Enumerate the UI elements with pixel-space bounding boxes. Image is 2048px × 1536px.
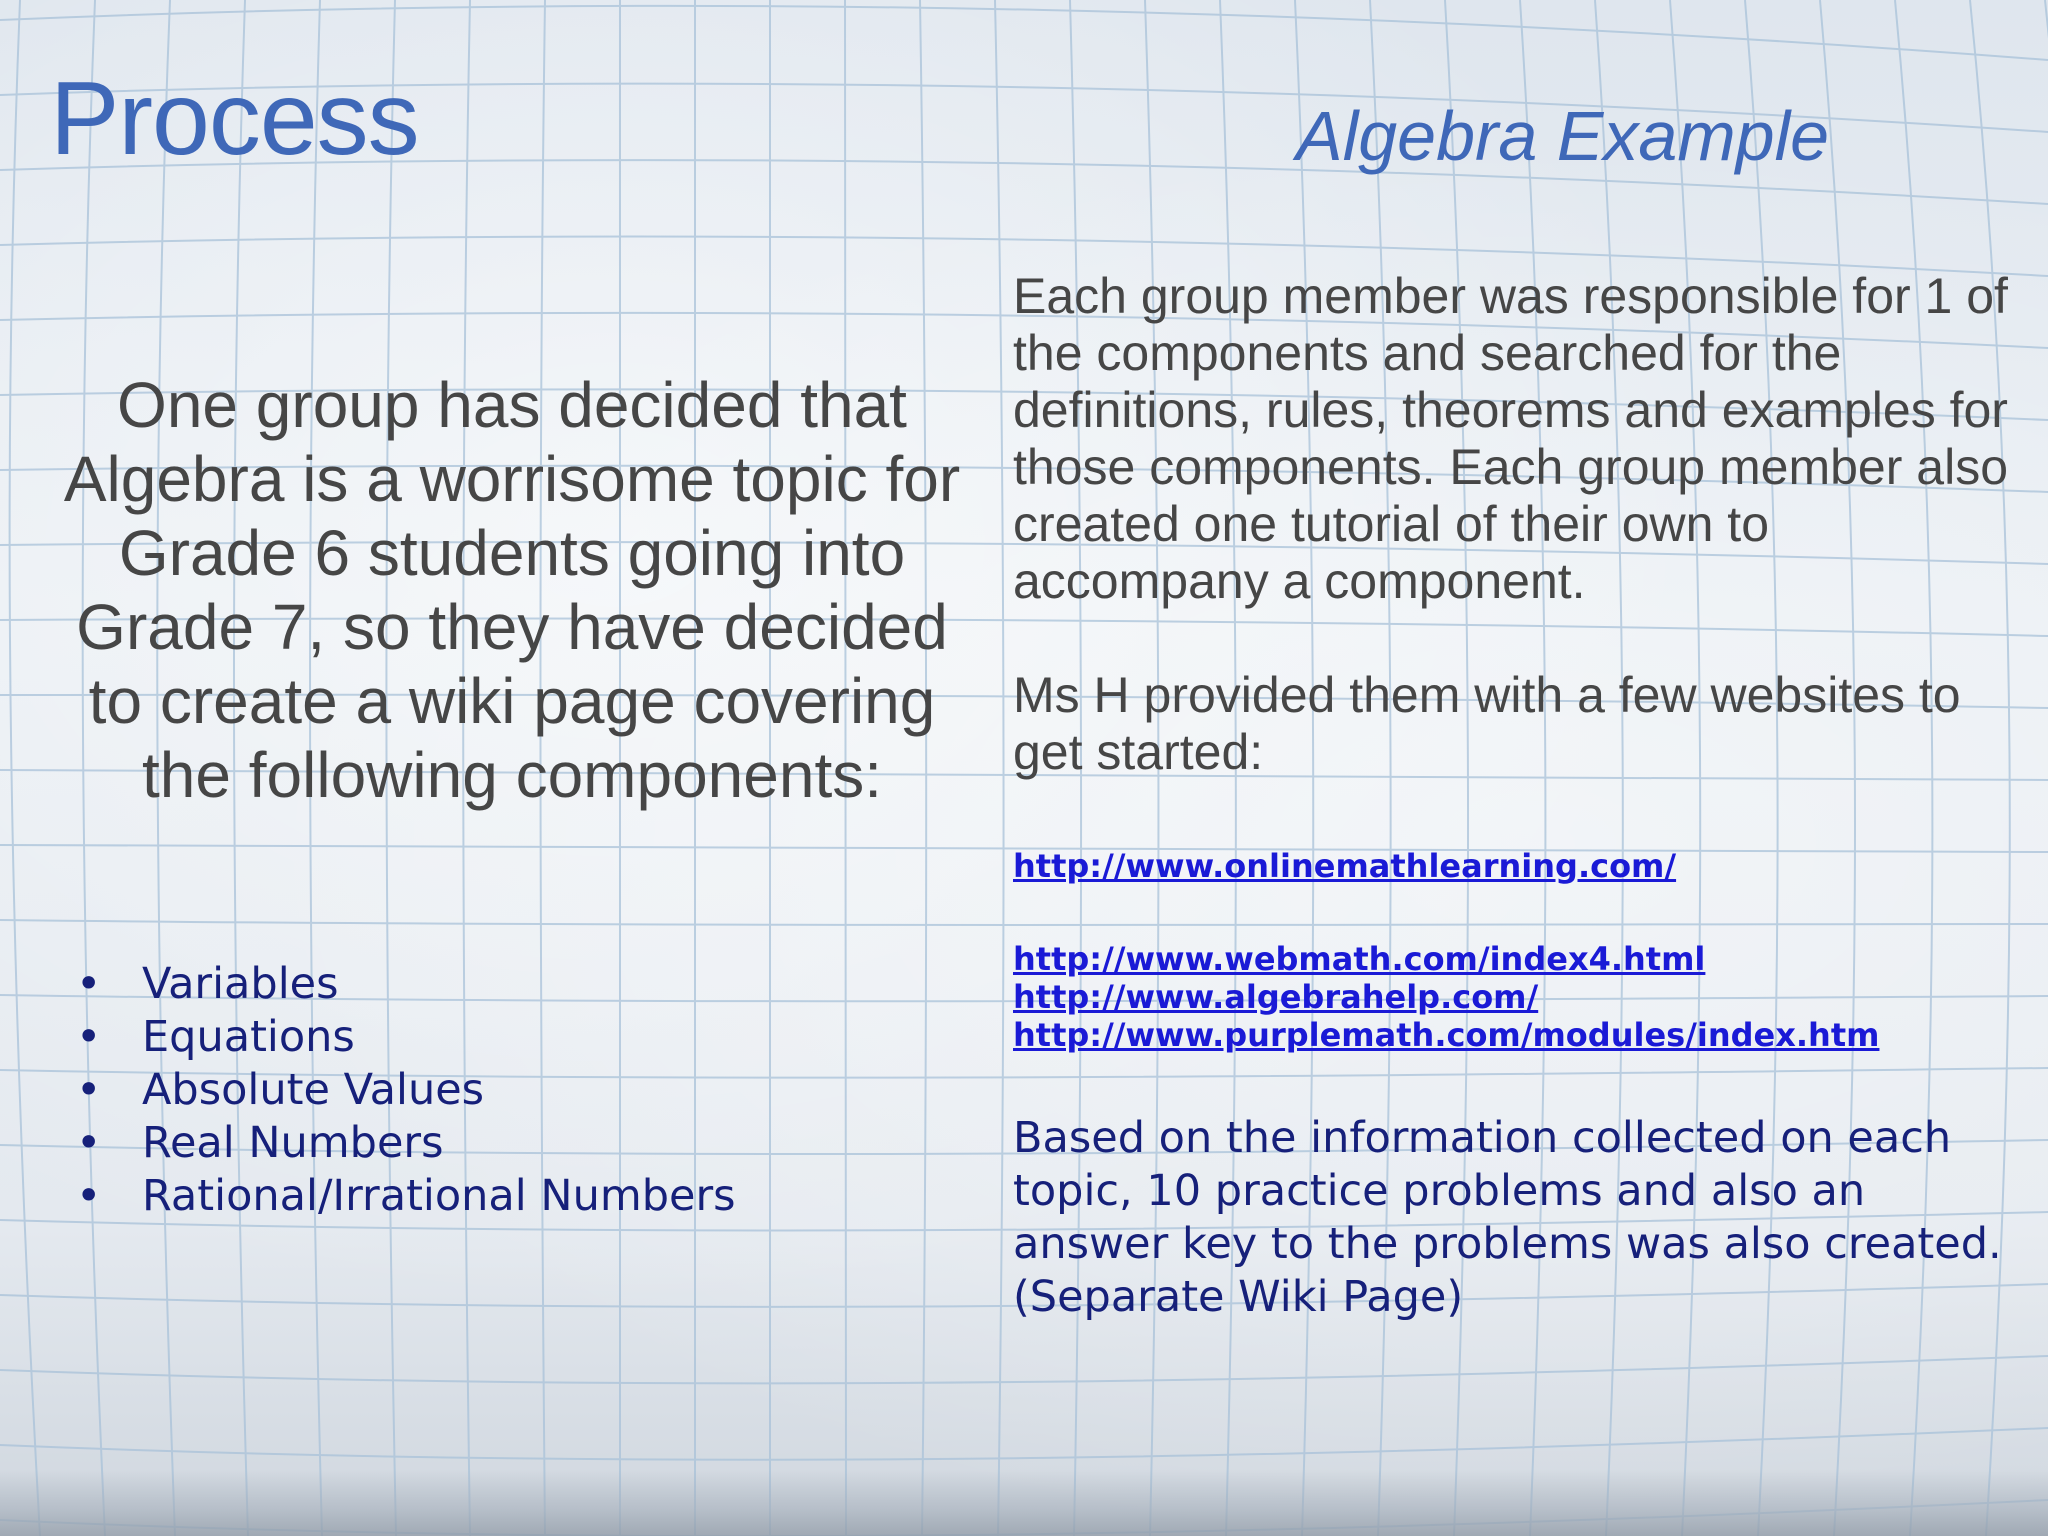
page-curl-shadow bbox=[0, 1470, 2048, 1536]
component-label: Variables bbox=[142, 959, 339, 1009]
link-webmath[interactable]: http://www.webmath.com/index4.html bbox=[1013, 940, 1706, 978]
components-list bbox=[70, 958, 736, 1223]
list-item bbox=[1013, 978, 2023, 1016]
list-item bbox=[70, 1117, 736, 1170]
link-onlinemathlearning[interactable]: http://www.onlinemathlearning.com/ bbox=[1013, 847, 1677, 885]
responsibility-paragraph: Each group member was responsible for 1 of the components and searched for the definitions, rules, theorems and examples for those components. Each group member also created one tutorial of their own to accompany a component. bbox=[1013, 268, 2008, 609]
bullet-icon: • bbox=[76, 1012, 102, 1062]
list-item bbox=[70, 958, 736, 1011]
list-item bbox=[70, 1011, 736, 1064]
bullet-icon: • bbox=[76, 1118, 102, 1168]
bullet-icon: • bbox=[76, 1171, 102, 1221]
link-algebrahelp[interactable]: http://www.algebrahelp.com/ bbox=[1013, 978, 1539, 1016]
component-label: Absolute Values bbox=[142, 1065, 485, 1115]
bullet-icon: • bbox=[76, 1065, 102, 1115]
list-item bbox=[70, 1064, 736, 1117]
link-purplemath[interactable]: http://www.purplemath.com/modules/index.htm bbox=[1013, 1016, 1880, 1054]
practice-problems-paragraph: Based on the information collected on each topic, 10 practice problems and also an answer key to the problems was also created. (Separate Wiki Page) bbox=[1013, 1113, 2002, 1322]
list-item bbox=[1013, 847, 2023, 885]
component-label: Rational/Irrational Numbers bbox=[142, 1171, 736, 1221]
slide-title: Process bbox=[50, 61, 419, 177]
website-links bbox=[1013, 847, 2023, 1054]
component-label: Real Numbers bbox=[142, 1118, 444, 1168]
list-item bbox=[1013, 940, 2023, 978]
right-column bbox=[1013, 268, 2023, 1324]
list-item bbox=[70, 1170, 736, 1223]
list-item bbox=[1013, 1016, 2023, 1054]
slide-subtitle: Algebra Example bbox=[1296, 97, 1830, 175]
bullet-icon: • bbox=[76, 959, 102, 1009]
intro-paragraph: One group has decided that Algebra is a worrisome topic for Grade 6 students going into Grade 7, so they have decided to create a wiki page covering the following components: bbox=[63, 369, 961, 811]
websites-paragraph: Ms H provided them with a few websites to get started: bbox=[1013, 667, 1961, 780]
component-label: Equations bbox=[142, 1012, 355, 1062]
